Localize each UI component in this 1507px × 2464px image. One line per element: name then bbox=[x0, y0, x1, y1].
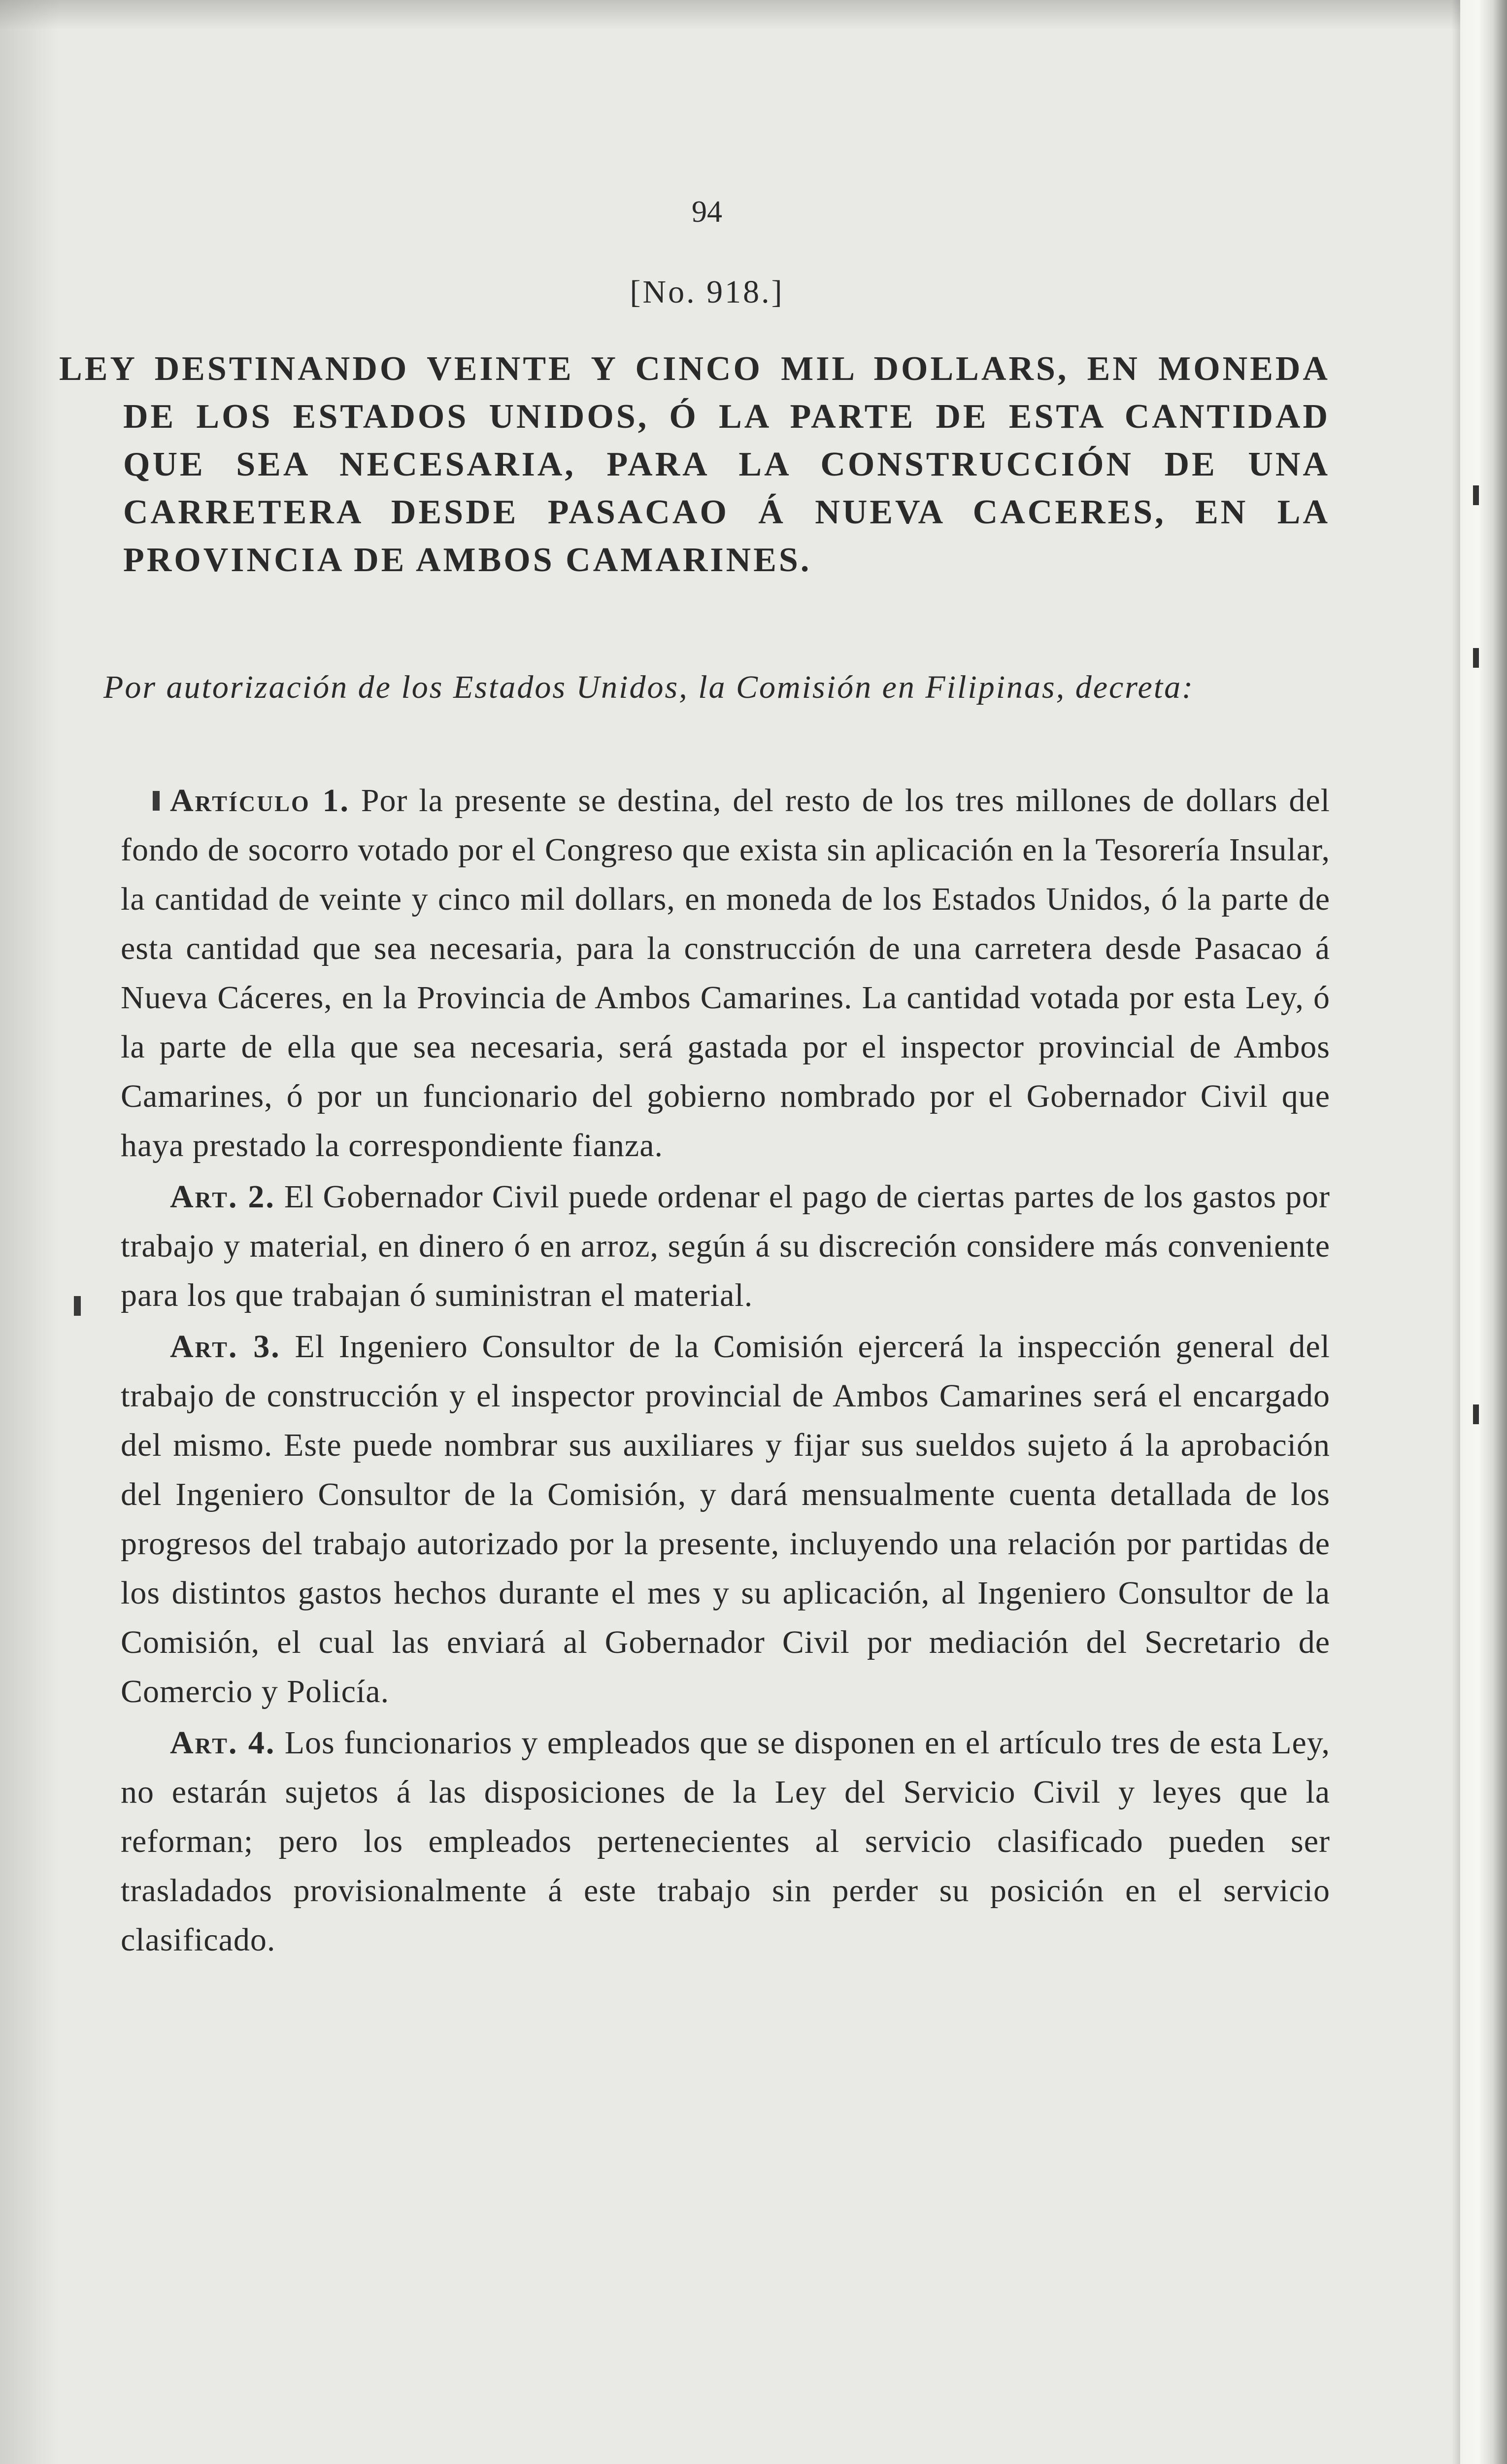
law-title: LEY DESTINANDO VEINTE Y CINCO MIL DOLLARS, EN MONEDA DE LOS ESTADOS UNIDOS, Ó LA PARTE DE ESTA CANTIDAD QUE SEA NECESARIA, PARA LA CONSTRUCCIÓN DE UNA CARRETERA DESDE PASACAO Á NUEVA CACERES, EN LA PROVINCIA DE AMBOS CAMARINES. bbox=[59, 350, 1330, 579]
act-number: [No. 918.] bbox=[630, 274, 784, 310]
article-text: Por la presente se destina, del resto de los tres millones de dollars del fondo de socorro votado por el Congreso que exista sin aplicación en la Tesorería Insular, la cantidad de veinte y cinco mil dollars, en moneda de los Estados Unidos, ó la parte de esta cantidad que sea necesaria, para la construcción de una carretera desde Pasacao á Nueva Cáceres, en la Provincia de Ambos Camarines. La cantidad votada por esta Ley, ó la parte de ella que sea necesaria, será gastada por el inspector provincial de Ambos Camarines, ó por un funcionario del gobierno nombrado por el Gobernador Civil que haya prestado la correspondiente fianza. bbox=[121, 783, 1330, 1164]
articles bbox=[121, 776, 1330, 1967]
margin-mark bbox=[1473, 1404, 1479, 1424]
margin-mark bbox=[1473, 485, 1479, 505]
page-number: 94 bbox=[692, 195, 722, 229]
article-3 bbox=[121, 1322, 1330, 1716]
article-label: Art. 3. bbox=[170, 1329, 281, 1365]
article-text: El Gobernador Civil puede ordenar el pago de ciertas partes de los gastos por trabajo y material, en dinero ó en arroz, según á su discreción considere más conveniente para los que trabajan ó suministran el material. bbox=[121, 1179, 1330, 1313]
article-2 bbox=[121, 1172, 1330, 1320]
page-gutter-shadow bbox=[1451, 0, 1460, 2464]
article-4 bbox=[121, 1718, 1330, 1965]
enactment-clause: Por autorización de los Estados Unidos, la Comisión en Filipinas, decreta: bbox=[103, 669, 1195, 705]
article-text: Los funcionarios y empleados que se disponen en el artículo tres de esta Ley, no estarán sujetos á las disposiciones de la Ley del Servicio Civil y leyes que la reforman; pero los empleados pertenecientes al servicio clasificado pueden ser trasladados provisionalmente á este trabajo sin perder su posición en el servicio clasificado. bbox=[121, 1725, 1330, 1958]
scan-top-shadow bbox=[0, 0, 1507, 30]
article-1 bbox=[121, 776, 1330, 1170]
article-label: Art. 2. bbox=[170, 1179, 275, 1215]
page-edge bbox=[1460, 0, 1507, 2464]
margin-mark bbox=[74, 1296, 81, 1316]
article-label: Art. 4. bbox=[170, 1725, 276, 1761]
article-label: Artículo 1. bbox=[170, 783, 350, 819]
margin-mark bbox=[1473, 648, 1479, 668]
article-text: El Ingeniero Consultor de la Comisión ejercerá la inspección general del trabajo de construcción y el inspector provincial de Ambos Camarines será el encargado del mismo. Este puede nombrar sus auxiliares y fijar sus sueldos sujeto á la aprobación del Ingeniero Consultor de la Comisión, y dará mensualmente cuenta detallada de los progresos del trabajo autorizado por la presente, incluyendo una relación por partidas de los distintos gastos hechos durante el mes y su aplicación, al Ingeniero Consultor de la Comisión, el cual las enviará al Gobernador Civil por mediación del Secretario de Comercio y Policía. bbox=[121, 1329, 1331, 1710]
